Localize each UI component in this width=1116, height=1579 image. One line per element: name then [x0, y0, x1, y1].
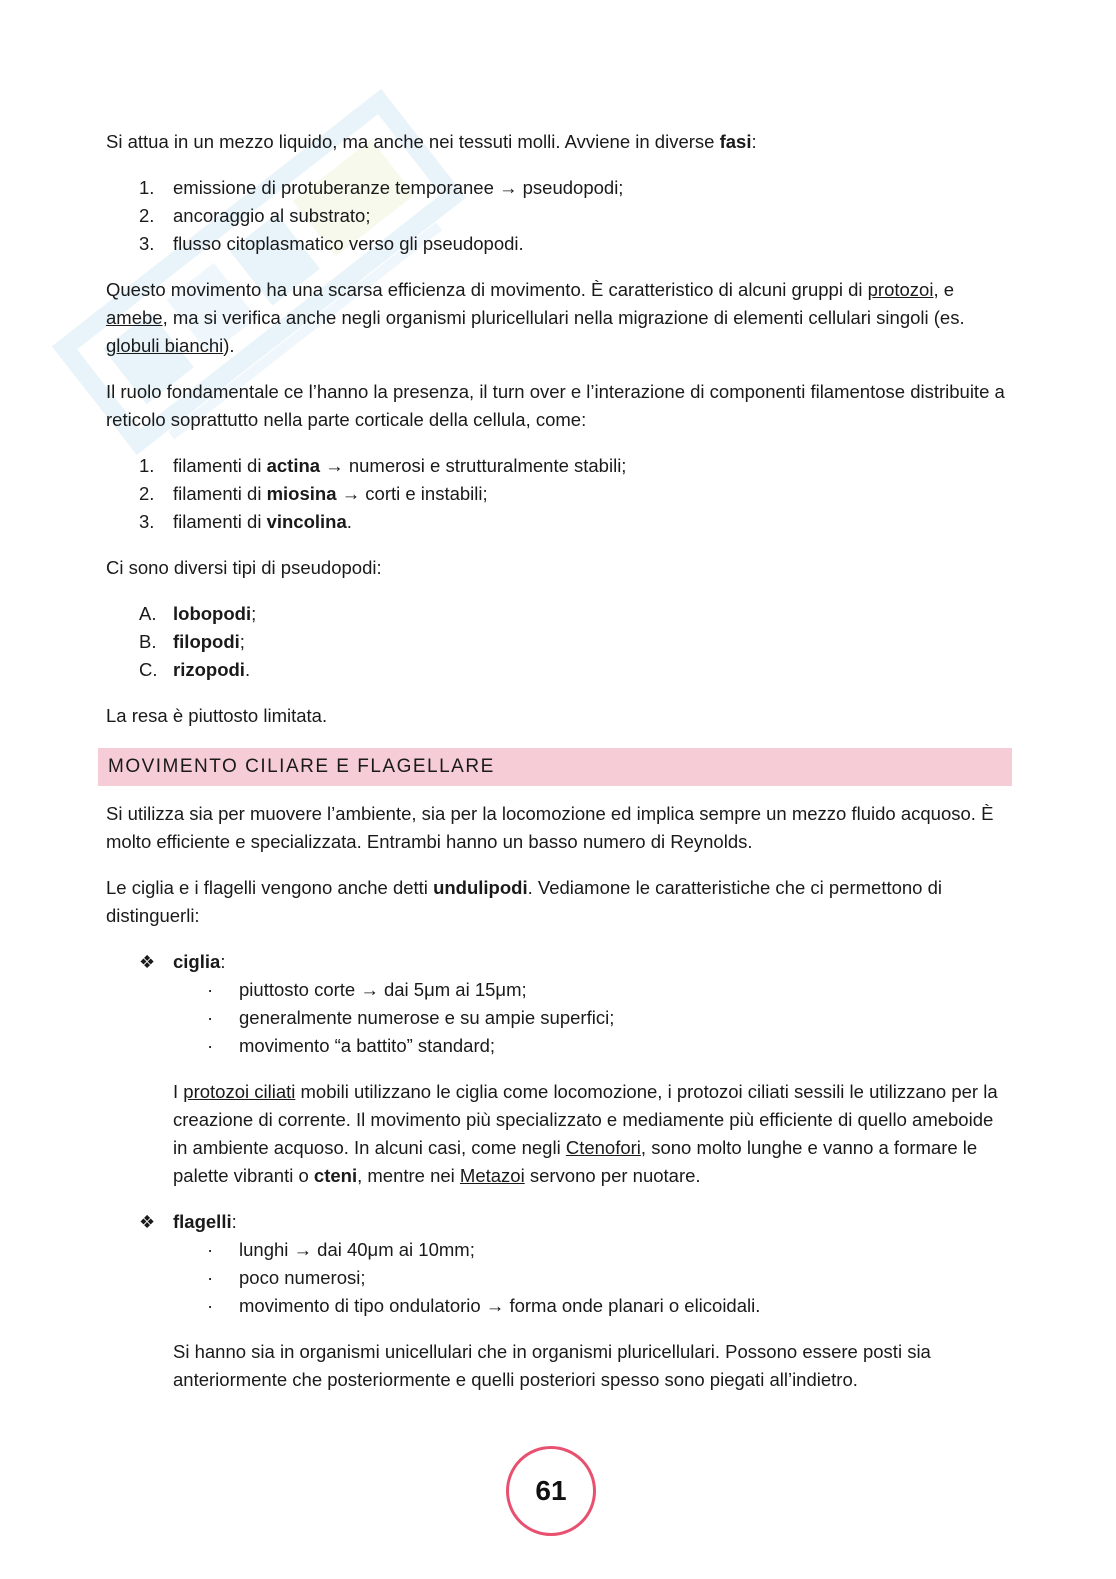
yield-paragraph: La resa è piuttosto limitata.	[106, 705, 328, 726]
list-item: · movimento di tipo ondulatorio → forma onde planari o elicoidali.	[207, 1295, 761, 1316]
ciglia-features-list	[106, 976, 1006, 1060]
diamond-bullet-icon: ❖	[139, 1212, 156, 1232]
list-item: C. rizopodi.	[139, 659, 251, 680]
list-item: · lunghi → dai 40μm ai 10mm;	[207, 1239, 475, 1260]
list-item: 1. emissione di protuberanze temporanee → pseudopodi;	[139, 177, 624, 198]
list-item: 2. ancoraggio al substrato;	[139, 205, 371, 226]
list-item: · piuttosto corte → dai 5μm ai 15μm;	[207, 979, 527, 1000]
phases-list	[106, 174, 1006, 258]
page-content	[106, 128, 1006, 1412]
list-item: 1. filamenti di actina → numerosi e strutturalmente stabili;	[139, 455, 627, 476]
ciglia-paragraph: I protozoi ciliati mobili utilizzano le ciglia come locomozione, i protozoi ciliati sessili le utilizzano per la creazione di corrente. Il movimento più specializzato e mediamente più efficiente di quello ameboide in ambiente acquoso. In alcuni casi, come negli Ctenofori, sono molto lunghe e vanno a formare le palette vibranti o cteni, mentre nei Metazoi servono per nuotare.	[173, 1081, 998, 1186]
list-item: 3. filamenti di vincolina.	[139, 511, 352, 532]
page-number: 61	[506, 1446, 596, 1536]
pseudopod-types-paragraph: Ci sono diversi tipi di pseudopodi:	[106, 557, 382, 578]
flagelli-paragraph: Si hanno sia in organismi unicellulari che in organismi pluricellulari. Possono essere posti sia anteriormente che posteriormente e quelli posteriori spesso sono piegati all’indietro.	[173, 1341, 931, 1390]
flagelli-heading: ❖ flagelli:	[106, 1208, 1006, 1236]
ciliary-intro-paragraph: Si utilizza sia per muovere l’ambiente, sia per la locomozione ed implica sempre un mezzo fluido acquoso. È molto efficiente e specializzata. Entrambi hanno un basso numero di Reynolds.	[106, 803, 994, 852]
list-item: B. filopodi;	[139, 631, 245, 652]
list-item: · generalmente numerose e su ampie superfici;	[207, 1007, 615, 1028]
diamond-bullet-icon: ❖	[139, 952, 156, 972]
list-item: · poco numerosi;	[207, 1267, 366, 1288]
list-item: · movimento “a battito” standard;	[207, 1035, 496, 1056]
filaments-list	[106, 452, 1006, 536]
section-heading: MOVIMENTO CILIARE E FLAGELLARE	[98, 748, 1012, 786]
role-paragraph: Il ruolo fondamentale ce l’hanno la presenza, il turn over e l’interazione di componenti filamentose distribuite a reticolo soprattutto nella parte corticale della cellula, come:	[106, 381, 1005, 430]
ciglia-heading: ❖ ciglia:	[106, 948, 1006, 976]
pseudopod-types-list	[106, 600, 1006, 684]
flagelli-features-list	[106, 1236, 1006, 1320]
efficiency-paragraph: Questo movimento ha una scarsa efficienza di movimento. È caratteristico di alcuni gruppi di protozoi, e amebe, ma si verifica anche negli organismi pluricellulari nella migrazione di elementi cellulari singoli (es. globuli bianchi).	[106, 279, 965, 356]
list-item: A. lobopodi;	[139, 603, 257, 624]
intro-paragraph: Si attua in un mezzo liquido, ma anche nei tessuti molli. Avviene in diverse fasi:	[106, 131, 757, 152]
list-item: 3. flusso citoplasmatico verso gli pseudopodi.	[139, 233, 524, 254]
list-item: 2. filamenti di miosina → corti e instabili;	[139, 483, 488, 504]
undulipodia-paragraph: Le ciglia e i flagelli vengono anche detti undulipodi. Vediamone le caratteristiche che ci permettono di distinguerli:	[106, 877, 943, 926]
